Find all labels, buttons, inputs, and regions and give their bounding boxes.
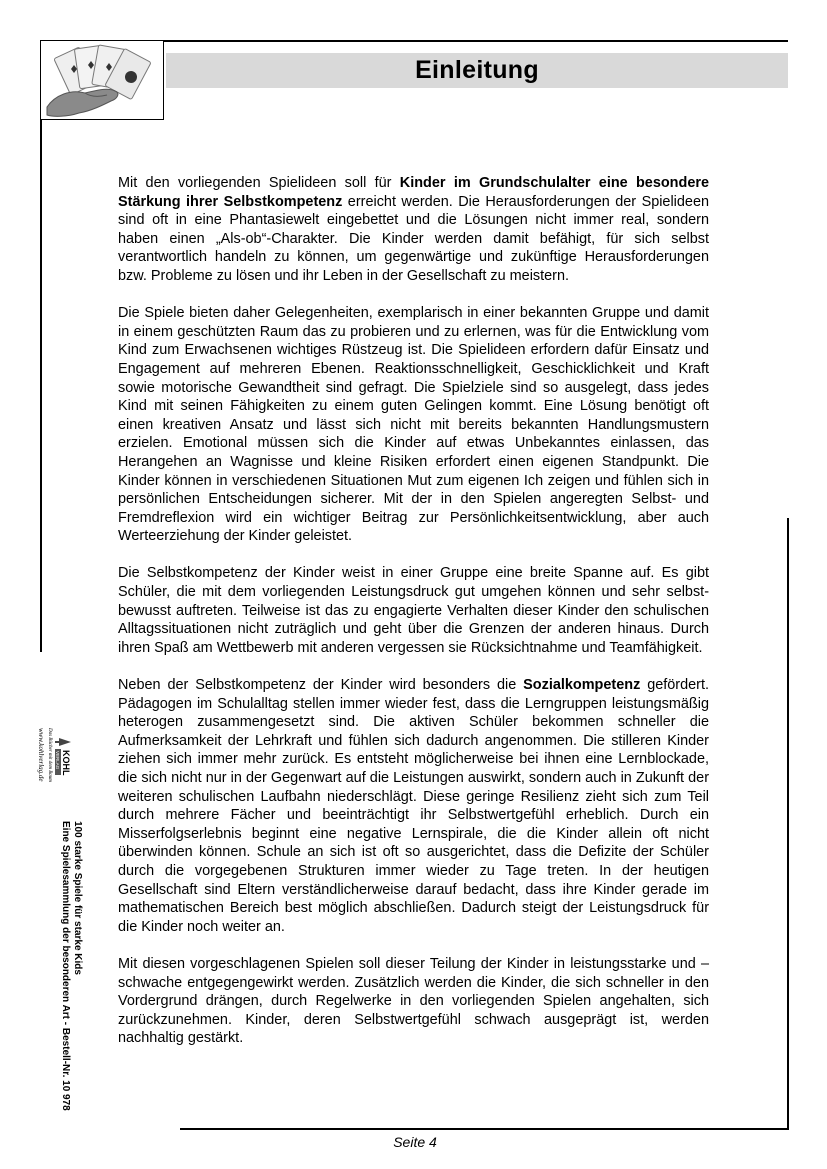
page-title: Einleitung [415,56,539,84]
frame-left-line [40,40,42,652]
kohl-verlag-logo [48,734,75,794]
frame-bottom-line [180,1128,789,1130]
paragraph-1: Mit den vorliegenden Spielideen soll für Kinder im Grundschulalter eine besondere Stärkung ihrer Selbstkompetenz erreicht werden. Die Herausforderungen der Spielideen sind oft in eine Phantasiewelt eingebettet und die Lösungen nicht immer real, sondern haben einen „Als-ob“-Charakter. Die Kinder werden damit befähigt, für sich selbst verantwortlich handeln zu können, um gegenwärtige und zukünftige Herausforderungen bzw. Probleme zu lösen und ihr Leben in der Gesellschaft zu meistern. [118,175,709,284]
paragraph-5: Mit diesen vorgeschlagenen Spielen soll dieser Teilung der Kinder in leistungsstarke und –schwache entgegengewirkt werden. Zusätzlich werden die Kinder, die sich schneller in den Vordergrund drängen, durch Regelwerke in den vorliegenden Spielen angehalten, sich zurückzunehmen. Kinder, deren Selbstwertgefühl schwach ausgeprägt ist, werden nachhaltig gestärkt. [118,955,709,1047]
page-number: Seite 4 [393,1134,437,1150]
brand-sub-text: VERLAG [55,751,60,770]
brand-text: KOHL [61,750,71,776]
paragraph-4: Neben der Selbstkompetenz der Kinder wird besonders die Sozialkompetenz gefördert. Pädagogen im Schulalltag stellen immer wieder fest, dass die Lerngruppen leistungsmäßig heterogen zusammengesetzt sind. Die aktiven Schüler bekommen schneller die Aufmerksamkeit der Lehrkraft und fühlen sich dadurch angenommen. Die stilleren Kinder ziehen sich immer mehr zurück. Es entsteht möglicherweise bei ihnen eine Lernblockade, die sich nicht nur in der Gegenwart auf die Leistungen auswirkt, sondern auch in Zukunft der weiteren schulischen Laufbahn niederschlägt. Diese geringe Resilienz zieht sich zum Teil durch mehrere Fächer und beeinträchtigt ihr Selbstwertgefühl erheblich. Durch ein Misserfolgserlebnis beginnt eine negative Lernspirale, die die Kinder allein oft nicht überwinden können. Schule an sich ist oft so ausgerichtet, dass die Defizite der Schüler durch die vorgegebenen Strukturen immer wieder zu Tage treten. In der heutigen Gesellschaft sind Eltern verständlicherweise darauf bedacht, dass ihre Kinder gerade im mathematischen Bereich best möglich abschließen. Dadurch steigt der Leistungsdruck für die Kinder noch weiter an. [118,677,709,935]
paragraph-2: Die Spiele bieten daher Gelegenheiten, exemplarisch in einer bekannten Gruppe und damit in einem geschützten Raum das zu probieren und zu erlernen, was für die Entwicklung vom Kind zum Erwachsenen wichtiges Rüstzeug ist. Die Spielideen erfordern dafür Einsatz und Engagement auf mehreren Ebenen. Reaktionsschnelligkeit, Geschicklichkeit und Kraft sowie motorische Gewandtheit sind gefragt. Die Spielziele sind so ausgelegt, dass jedes Kind mit seinen Fähigkeiten zu einem guten Gelingen kommt. Eine Lösung benötigt oft einen kreativen Ansatz und lässt sich nicht mit bereits bekannten Handlungsmustern erzielen. Emotional müssen sich die Kinder auf etwas Unbekanntes einlassen, das Herangehen an Wagnisse und kleine Risiken erfordert einen eigenen Standpunkt. Die Kinder können in verschiedenen Situationen Mut zum eigenen Ich zeigen und fühlen sich in persönlichen Entscheidungen sicherer. Mit der in den Spielen angeregten Selbst- und Fremdreflexion wird ein wichtiger Beitrag zur Persönlichkeitsentwicklung, aber auch Werteerziehung der Kinder geleistet. [118,305,709,545]
bold-phrase: Kinder im Grundschulalter eine besondere Stärkung ihrer Selbstkompetenz [118,175,709,210]
publisher-url: www.kohlverlag.de [37,728,45,782]
side-publisher-info [33,726,83,1111]
bold-phrase: Sozialkompetenz [523,677,641,694]
frame-right-line [787,518,789,1130]
book-subtitle-order-line: Eine Spielesammlung der besonderen Art - Bestell-Nr. 10 978 [60,821,71,1111]
book-title-line: 100 starke Spiele für starke Kids [72,821,83,975]
slogan-text: Das Bücher mit dem Baum [47,728,52,782]
paragraph-3: Die Selbstkompetenz der Kinder weist in einer Gruppe eine breite Spanne auf. Es gibt Schüler, die mit dem vorliegenden Leistungsdruck gut umgehen können und sehr selbstbewusst auftreten. Teilweise ist das zu engagierte Verhalten dieser Kinder den schulischen Alltagssituationen nicht zuträglich und geht über die Grenzen der anderen hinaus. Durch ihren Spaß am Wettbewerb mit anderen vergessen sie Rücksichtnahme und Teamfähigkeit. [118,565,709,656]
main-text [118,174,709,1067]
cards-hand-illustration [41,41,164,120]
playing-cards-image [41,41,163,119]
